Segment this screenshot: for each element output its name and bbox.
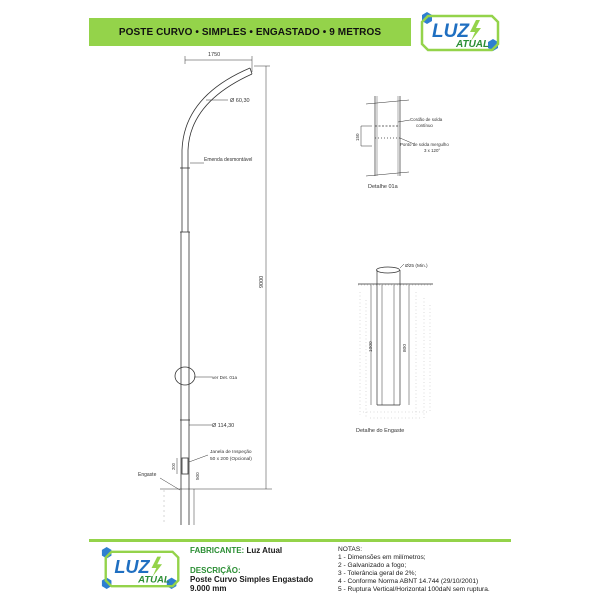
manufacturer-block [190, 546, 282, 555]
svg-text:LUZ: LUZ [114, 556, 150, 577]
footer-divider [89, 539, 511, 542]
plug-weld-label-1: Ponto de solda mergulho [400, 142, 449, 147]
manufacturer-value: Luz Atual [246, 546, 283, 555]
embed-diameter-label: Ø25 (Min.) [405, 264, 428, 269]
note-item: 4 - Conforme Norma ABNT 14.744 (29/10/2001) [338, 578, 479, 586]
dim-height-label: 9000 [259, 275, 265, 288]
brand-logo-bottom [100, 546, 184, 592]
note-item: 2 - Galvanizado a fogo; [338, 562, 407, 570]
description-line2: 9.000 mm [190, 584, 227, 593]
description-block [190, 566, 313, 593]
description-line1: Poste Curvo Simples Engastado [190, 575, 314, 584]
window-label-2: 50 x 200 (Opcional) [210, 457, 252, 462]
dim-window-label: 200 [171, 463, 176, 470]
embed-label: Engaste [138, 472, 157, 478]
note-item: 1 - Dimensões em milímetros; [338, 554, 426, 562]
detail01a-dim-label: 150 [355, 133, 360, 141]
notes-block [338, 546, 490, 595]
detail-ref-label: ver Det. 01a [212, 375, 238, 380]
manufacturer-label: FABRICANTE: [190, 546, 245, 555]
embed-pole-dim-label: 800 [403, 343, 408, 352]
detail01a-caption: Detalhe 01a [368, 184, 398, 190]
note-item: 5 - Ruptura Vertical/Horizontal 100daN sem ruptura. [338, 586, 490, 594]
window-label-1: Janela de Inspeção [210, 450, 252, 455]
dim-base-diameter-label: Ø 114,30 [212, 423, 235, 429]
weld-label-2: contínuo [416, 123, 433, 128]
joint-label: Emenda desmontável [204, 157, 253, 163]
logo-word-atual: ATUAL [456, 39, 490, 50]
page-title: POSTE CURVO • SIMPLES • ENGASTADO • 9 METROS [118, 26, 382, 38]
logo-word-luz: LUZ [432, 21, 469, 42]
embed-detail-caption: Detalhe do Engaste [356, 428, 405, 434]
embed-hole-dim-label: 1000 [369, 341, 374, 352]
dim-width-label: 1750 [208, 52, 221, 58]
description-label: DESCRIÇÃO: [190, 566, 241, 575]
dim-embed-label: 500 [195, 472, 200, 480]
svg-text:ATUAL: ATUAL [138, 574, 170, 586]
note-item: 3 - Tolerância geral de 2%; [338, 570, 417, 578]
plug-weld-label-2: 3 x 120° [424, 148, 441, 153]
weld-label-1: Cordão de solda [410, 117, 443, 122]
notes-title: NOTAS: [338, 546, 363, 553]
dim-top-diameter-label: Ø 60,30 [230, 98, 250, 104]
